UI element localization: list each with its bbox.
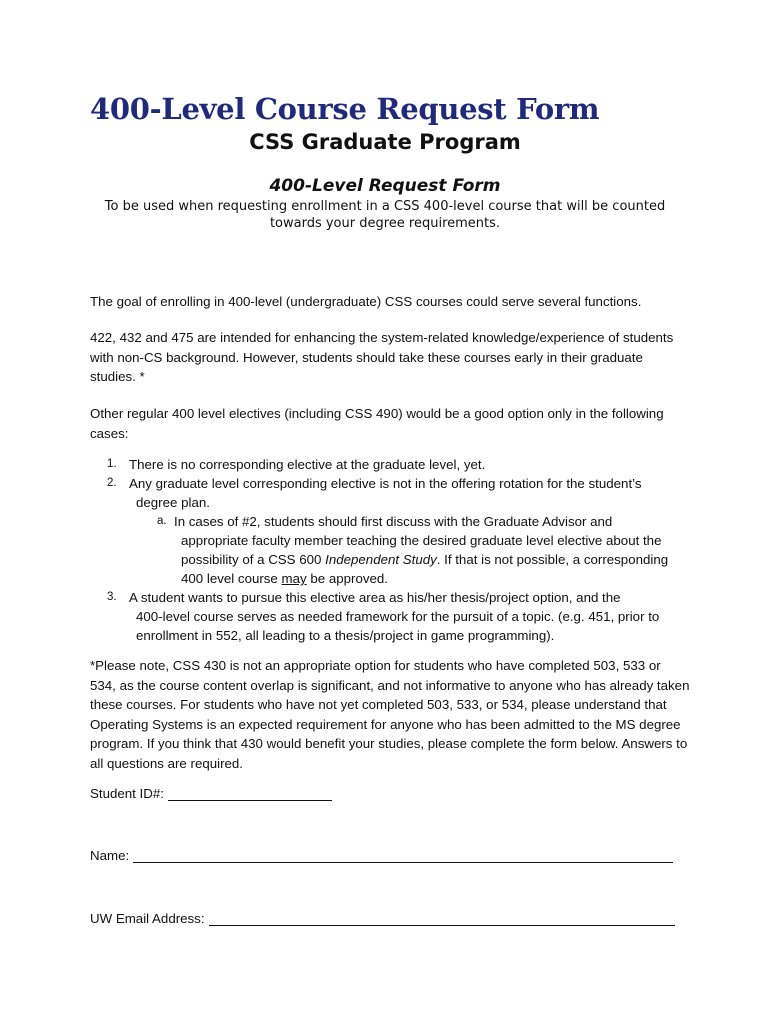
sub-list-text-c: be approved. — [306, 571, 388, 586]
sub-list-text-b: . If that is not possible, a corresponding 400 level course — [181, 552, 669, 586]
list-number: 2. — [107, 477, 117, 489]
independent-study-text: Independent Study — [325, 552, 437, 567]
sub-list-letter: a. — [157, 515, 167, 527]
list-item-text: A student wants to pursue this elective area as his/her thesis/project option, and the — [129, 590, 621, 605]
form-heading: 400-Level Request Form — [269, 176, 501, 196]
sub-list-item-continuation — [174, 531, 674, 588]
student-id-label: Student ID#: — [90, 786, 164, 801]
list-number: 1. — [107, 458, 117, 470]
list-number: 3. — [107, 591, 117, 603]
sub-list-text-a: appropriate faculty member teaching the desired graduate level elective about the possibility of a CSS 600 — [181, 533, 662, 567]
email-label: UW Email Address: — [90, 911, 205, 926]
program-title: CSS Graduate Program — [249, 130, 521, 154]
name-field[interactable] — [90, 848, 673, 863]
sub-list-item — [157, 512, 674, 588]
page-title: 400-Level Course Request Form — [90, 92, 600, 126]
list-item-text: Any graduate level corresponding elective is not in the offering rotation for the student’s — [129, 476, 642, 491]
list-item-continuation: degree plan. — [136, 495, 210, 510]
intro-text: To be used when requesting enrollment in a CSS 400-level course that will be counted towards your degree requirements. — [104, 199, 666, 231]
email-input-line[interactable] — [209, 911, 675, 926]
electives-paragraph: Other regular 400 level electives (including CSS 490) would be a good option only in the following cases: — [90, 406, 664, 441]
name-label: Name: — [90, 848, 130, 863]
list-item-text: There is no corresponding elective at the graduate level, yet. — [129, 457, 486, 472]
goal-paragraph: The goal of enrolling in 400-level (undergraduate) CSS courses could serve several functions. — [90, 294, 642, 309]
name-input-line[interactable] — [133, 848, 673, 863]
student-id-field[interactable] — [90, 786, 332, 801]
list-item-continuation: 400-level course serves as needed framework for the pursuit of a topic. (e.g. 451, prior to enrollment in 552, all leading to a thesis/project in game programming). — [136, 609, 660, 643]
may-underlined-text: may — [281, 571, 307, 586]
list-item — [107, 455, 689, 474]
courses-paragraph: 422, 432 and 475 are intended for enhancing the system-related knowledge/experience of students with non-CS background. However, students should take these courses early in their graduate studies. * — [90, 330, 674, 384]
student-id-input-line[interactable] — [168, 786, 332, 801]
list-item — [107, 588, 689, 645]
email-field[interactable] — [90, 911, 675, 926]
sub-list-item-text: In cases of #2, students should first discuss with the Graduate Advisor and — [174, 514, 613, 529]
list-item — [107, 474, 689, 512]
note-paragraph: *Please note, CSS 430 is not an appropriate option for students who have completed 503, 533 or 534, as the course content overlap is significant, and not informative to anyone who has already taken these courses. For students who have not yet completed 503, 533, or 534, please understand that Operating Systems is an expected requirement for anyone who has been admitted to the MS degree program. If you think that 430 would benefit your studies, please complete the form below. Answers to all questions are required. — [90, 658, 690, 771]
